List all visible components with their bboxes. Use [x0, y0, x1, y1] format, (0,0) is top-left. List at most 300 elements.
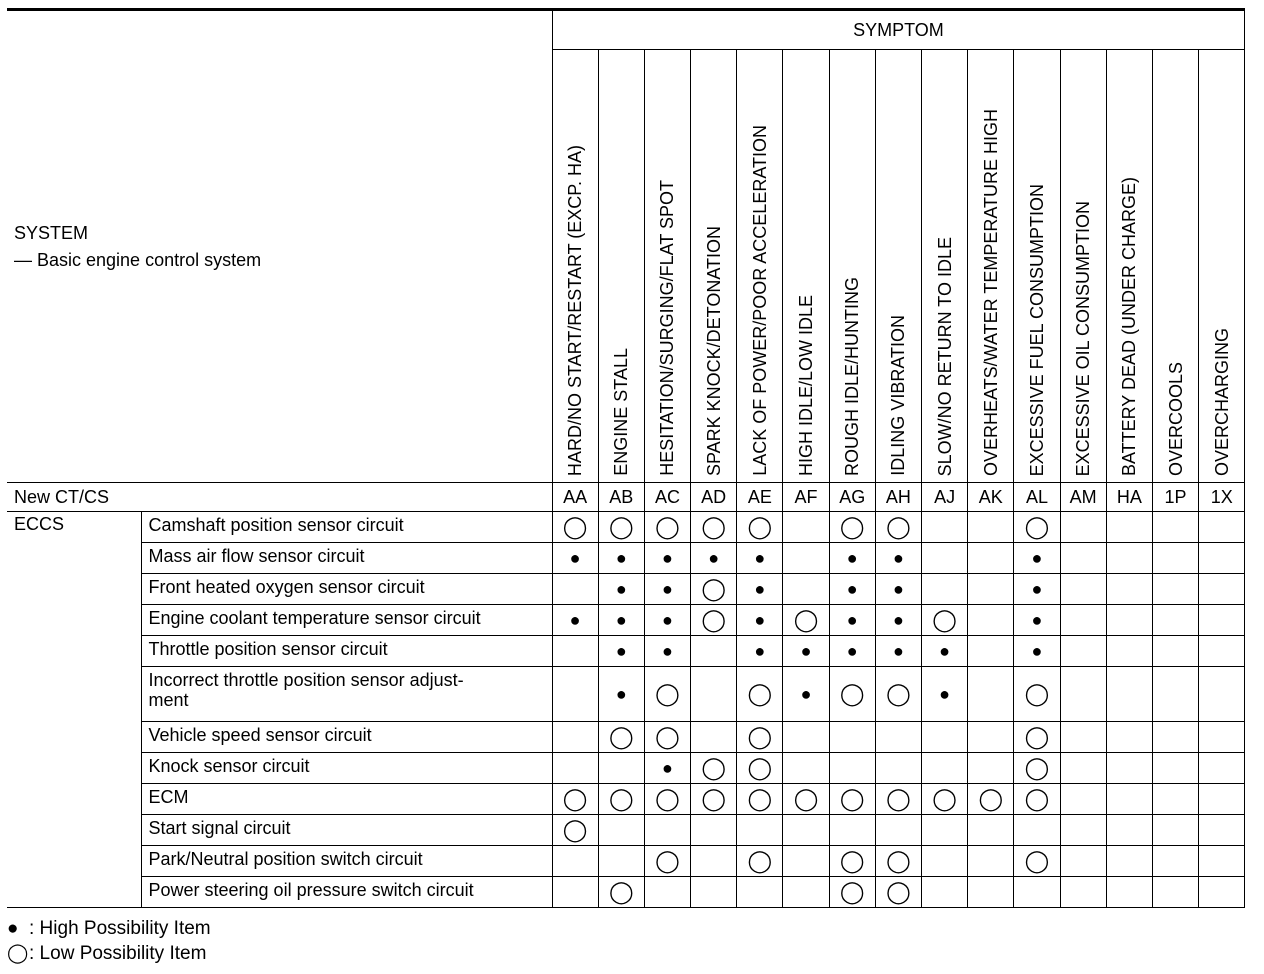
high-possibility-icon: ● [662, 758, 673, 778]
mark-cell [644, 784, 690, 815]
mark-cell [598, 512, 644, 543]
mark-cell [1152, 574, 1198, 605]
symptom-header-ah [875, 50, 921, 483]
table-row [7, 574, 1245, 605]
mark-cell [1014, 636, 1060, 667]
mark-cell [737, 877, 783, 908]
high-possibility-icon: ● [1031, 610, 1043, 630]
low-possibility-icon: ◯ [655, 848, 680, 873]
symptom-name: LACK OF POWER/POOR ACCELERATION [749, 125, 770, 476]
mark-cell [1014, 815, 1060, 846]
mark-cell [552, 574, 598, 605]
low-possibility-icon: ◯ [1024, 755, 1050, 780]
mark-cell [829, 574, 875, 605]
mark-cell [968, 846, 1014, 877]
diagnostic-matrix-table [7, 8, 1245, 908]
low-possibility-icon: ◯ [839, 848, 865, 873]
high-possibility-icon: ● [1031, 579, 1043, 599]
mark-cell [829, 543, 875, 574]
item-name: Park/Neutral position switch circuit [141, 846, 552, 877]
mark-cell [644, 605, 690, 636]
mark-cell [1106, 605, 1152, 636]
mark-cell [968, 753, 1014, 784]
symptom-name: HIGH IDLE/LOW IDLE [796, 294, 817, 476]
mark-cell [968, 784, 1014, 815]
mark-cell [1152, 543, 1198, 574]
mark-cell [922, 815, 968, 846]
low-possibility-icon: ◯ [1024, 681, 1050, 706]
symptom-code: AC [644, 483, 690, 512]
low-possibility-icon: ◯ [1024, 724, 1050, 749]
mark-cell [783, 605, 829, 636]
item-name: Start signal circuit [141, 815, 552, 846]
mark-cell [829, 815, 875, 846]
mark-cell [1199, 815, 1245, 846]
mark-cell [737, 605, 783, 636]
mark-cell [783, 753, 829, 784]
low-possibility-icon: ◯ [655, 786, 680, 811]
symptom-header-ag [829, 50, 875, 483]
table-row [7, 784, 1245, 815]
mark-cell [1199, 512, 1245, 543]
low-possibility-icon: ◯ [608, 724, 634, 749]
high-possibility-icon: ● [1031, 641, 1043, 661]
mark-cell [1152, 722, 1198, 753]
mark-cell [1106, 636, 1152, 667]
low-possibility-icon: ◯ [839, 514, 865, 539]
mark-cell [1014, 574, 1060, 605]
symptom-name: OVERCOOLS [1165, 361, 1186, 476]
mark-cell [829, 846, 875, 877]
low-possibility-icon: ◯ [655, 681, 680, 706]
mark-cell [737, 815, 783, 846]
mark-cell [552, 846, 598, 877]
high-possibility-icon: ● [615, 684, 627, 704]
mark-cell [737, 722, 783, 753]
high-possibility-icon: ● [846, 548, 858, 568]
mark-cell [1199, 605, 1245, 636]
low-possibility-icon: ◯ [886, 879, 911, 904]
mark-cell [1152, 784, 1198, 815]
mark-cell [1060, 753, 1106, 784]
mark-cell [598, 877, 644, 908]
mark-cell [783, 512, 829, 543]
high-possibility-icon: ● [846, 610, 858, 630]
symptom-header-ha [1106, 50, 1152, 483]
high-possibility-icon: ● [569, 548, 581, 568]
mark-cell [829, 877, 875, 908]
mark-cell [552, 753, 598, 784]
mark-cell [598, 636, 644, 667]
mark-cell [1106, 753, 1152, 784]
mark-cell [552, 605, 598, 636]
code-row [7, 483, 1245, 512]
mark-cell [829, 512, 875, 543]
mark-cell [1060, 877, 1106, 908]
symptom-name: OVERHEATS/WATER TEMPERATURE HIGH [980, 108, 1001, 476]
low-possibility-icon: ◯ [608, 879, 634, 904]
mark-cell [691, 877, 737, 908]
mark-cell [875, 636, 921, 667]
mark-cell [875, 512, 921, 543]
mark-cell [1152, 846, 1198, 877]
symptom-name: ROUGH IDLE/HUNTING [842, 276, 863, 476]
mark-cell [1060, 543, 1106, 574]
high-possibility-icon: ● [662, 579, 673, 599]
symptom-code: 1X [1199, 483, 1245, 512]
table-row [7, 512, 1245, 543]
item-name: Camshaft position sensor circuit [141, 512, 552, 543]
symptom-code: AF [783, 483, 829, 512]
mark-cell [968, 877, 1014, 908]
low-possibility-icon: ◯ [886, 848, 911, 873]
table-row [7, 722, 1245, 753]
symptom-name: EXCESSIVE OIL CONSUMPTION [1073, 200, 1094, 476]
mark-cell [1060, 667, 1106, 722]
symptom-title: SYMPTOM [552, 10, 1245, 50]
high-possibility-icon: ● [754, 641, 766, 661]
symptom-code: AA [552, 483, 598, 512]
high-possibility-icon: ● [892, 610, 904, 630]
high-possibility-icon: ● [892, 548, 904, 568]
mark-cell [598, 722, 644, 753]
mark-cell [783, 815, 829, 846]
high-possibility-icon: ● [662, 641, 673, 661]
table-row [7, 543, 1245, 574]
mark-cell [691, 722, 737, 753]
symptom-header-ad [691, 50, 737, 483]
symptom-header-1p [1152, 50, 1198, 483]
mark-cell [1014, 846, 1060, 877]
symptom-code: AB [598, 483, 644, 512]
mark-cell [644, 512, 690, 543]
mark-cell [968, 574, 1014, 605]
symptom-title-row [7, 10, 1245, 50]
table-row [7, 753, 1245, 784]
low-possibility-icon: ◯ [7, 943, 29, 964]
low-possibility-icon: ◯ [747, 848, 773, 873]
symptom-name: ENGINE STALL [611, 348, 632, 476]
low-possibility-icon: ◯ [1024, 514, 1050, 539]
mark-cell [1014, 543, 1060, 574]
mark-cell [1152, 877, 1198, 908]
item-name: Engine coolant temperature sensor circuit [141, 605, 552, 636]
low-possibility-icon: ◯ [839, 786, 865, 811]
mark-cell [829, 605, 875, 636]
item-name: Throttle position sensor circuit [141, 636, 552, 667]
mark-cell [598, 815, 644, 846]
symptom-name: OVERCHARGING [1211, 327, 1232, 476]
code-row-label: New CT/CS [7, 483, 552, 512]
low-possibility-icon: ◯ [886, 681, 911, 706]
mark-cell [737, 784, 783, 815]
symptom-code: AM [1060, 483, 1106, 512]
mark-cell [922, 667, 968, 722]
mark-cell [552, 636, 598, 667]
mark-cell [968, 543, 1014, 574]
mark-cell [1199, 877, 1245, 908]
high-possibility-icon: ● [615, 548, 627, 568]
mark-cell [1060, 636, 1106, 667]
high-possibility-icon: ● [846, 579, 858, 599]
mark-cell [737, 846, 783, 877]
mark-cell [783, 636, 829, 667]
high-possibility-icon: ● [615, 579, 627, 599]
mark-cell [875, 605, 921, 636]
mark-cell [922, 636, 968, 667]
mark-cell [829, 636, 875, 667]
legend-high-text: : High Possibility Item [29, 918, 211, 939]
mark-cell [1106, 543, 1152, 574]
high-possibility-icon: ● [800, 641, 812, 661]
mark-cell [1199, 574, 1245, 605]
table-row [7, 605, 1245, 636]
mark-cell [552, 784, 598, 815]
low-possibility-icon: ◯ [701, 755, 726, 780]
mark-cell [1106, 722, 1152, 753]
low-possibility-icon: ◯ [793, 786, 819, 811]
high-possibility-icon: ● [615, 641, 627, 661]
item-name: Incorrect throttle position sensor adjust- ment [141, 667, 552, 722]
mark-cell [1060, 722, 1106, 753]
mark-cell [1060, 605, 1106, 636]
mark-cell [1060, 512, 1106, 543]
symptom-header-ae [737, 50, 783, 483]
mark-cell [829, 784, 875, 815]
item-name: Front heated oxygen sensor circuit [141, 574, 552, 605]
mark-cell [1199, 722, 1245, 753]
mark-cell [783, 667, 829, 722]
mark-cell [552, 667, 598, 722]
symptom-name: SPARK KNOCK/DETONATION [703, 225, 724, 476]
mark-cell [922, 846, 968, 877]
mark-cell [875, 574, 921, 605]
mark-cell [691, 543, 737, 574]
mark-cell [644, 753, 690, 784]
mark-cell [1152, 815, 1198, 846]
mark-cell [552, 877, 598, 908]
low-possibility-icon: ◯ [1024, 848, 1050, 873]
low-possibility-icon: ◯ [608, 514, 634, 539]
symptom-header-al [1014, 50, 1060, 483]
symptom-name: BATTERY DEAD (UNDER CHARGE) [1119, 176, 1140, 476]
mark-cell [783, 877, 829, 908]
table-row [7, 877, 1245, 908]
low-possibility-icon: ◯ [839, 879, 865, 904]
mark-cell [598, 846, 644, 877]
item-name: Vehicle speed sensor circuit [141, 722, 552, 753]
high-possibility-icon: ● [939, 684, 951, 704]
symptom-code: AD [691, 483, 737, 512]
low-possibility-icon: ◯ [747, 724, 773, 749]
mark-cell [644, 846, 690, 877]
low-possibility-icon: ◯ [1024, 786, 1050, 811]
mark-cell [644, 543, 690, 574]
symptom-code: HA [1106, 483, 1152, 512]
mark-cell [875, 815, 921, 846]
symptom-code: AG [829, 483, 875, 512]
high-possibility-icon: ● [662, 610, 673, 630]
mark-cell [552, 512, 598, 543]
mark-cell [783, 722, 829, 753]
low-possibility-icon: ◯ [701, 576, 726, 601]
mark-cell [691, 784, 737, 815]
symptom-name: HESITATION/SURGING/FLAT SPOT [657, 180, 678, 476]
mark-cell [922, 574, 968, 605]
mark-cell [1060, 784, 1106, 815]
mark-cell [1014, 512, 1060, 543]
item-name: Knock sensor circuit [141, 753, 552, 784]
low-possibility-icon: ◯ [562, 817, 588, 842]
symptom-header-1x [1199, 50, 1245, 483]
low-possibility-icon: ◯ [886, 786, 911, 811]
mark-cell [1014, 722, 1060, 753]
symptom-header-aj [922, 50, 968, 483]
high-possibility-icon: ● [939, 641, 951, 661]
group-label: ECCS [7, 512, 141, 908]
mark-cell [875, 753, 921, 784]
mark-cell [829, 667, 875, 722]
mark-cell [922, 512, 968, 543]
mark-cell [783, 846, 829, 877]
high-possibility-icon: ● [615, 610, 627, 630]
mark-cell [598, 605, 644, 636]
low-possibility-icon: ◯ [701, 786, 726, 811]
high-possibility-icon: ● [754, 610, 766, 630]
mark-cell [1199, 753, 1245, 784]
mark-cell [829, 722, 875, 753]
mark-cell [783, 543, 829, 574]
mark-cell [644, 636, 690, 667]
mark-cell [1106, 815, 1152, 846]
mark-cell [1060, 846, 1106, 877]
low-possibility-icon: ◯ [932, 786, 957, 811]
low-possibility-icon: ◯ [701, 514, 726, 539]
high-possibility-icon: ● [708, 548, 720, 568]
low-possibility-icon: ◯ [701, 607, 726, 632]
mark-cell [968, 605, 1014, 636]
mark-cell [691, 605, 737, 636]
mark-cell [875, 667, 921, 722]
symptom-header-ak [968, 50, 1014, 483]
mark-cell [922, 753, 968, 784]
mark-cell [1106, 784, 1152, 815]
mark-cell [922, 605, 968, 636]
mark-cell [922, 543, 968, 574]
mark-cell [968, 667, 1014, 722]
mark-cell [1199, 636, 1245, 667]
mark-cell [1014, 877, 1060, 908]
symptom-header-am [1060, 50, 1106, 483]
mark-cell [598, 667, 644, 722]
mark-cell [1152, 605, 1198, 636]
item-name: Power steering oil pressure switch circuit [141, 877, 552, 908]
low-possibility-icon: ◯ [839, 681, 865, 706]
low-possibility-icon: ◯ [562, 786, 588, 811]
mark-cell [691, 667, 737, 722]
mark-cell [1106, 846, 1152, 877]
high-possibility-icon: ● [1031, 548, 1043, 568]
low-possibility-icon: ◯ [747, 681, 773, 706]
mark-cell [1060, 574, 1106, 605]
symptom-code: AL [1014, 483, 1060, 512]
mark-cell [875, 846, 921, 877]
symptom-header-ac [644, 50, 690, 483]
mark-cell [875, 784, 921, 815]
high-possibility-icon: ● [892, 579, 904, 599]
mark-cell [737, 543, 783, 574]
mark-cell [737, 512, 783, 543]
mark-cell [552, 722, 598, 753]
symptom-header-aa [552, 50, 598, 483]
mark-cell [968, 636, 1014, 667]
mark-cell [875, 722, 921, 753]
mark-cell [552, 543, 598, 574]
mark-cell [1106, 574, 1152, 605]
low-possibility-icon: ◯ [747, 514, 773, 539]
mark-cell [691, 815, 737, 846]
mark-cell [598, 753, 644, 784]
mark-cell [875, 877, 921, 908]
symptom-header-ab [598, 50, 644, 483]
low-possibility-icon: ◯ [978, 786, 1004, 811]
legend-high [7, 918, 211, 940]
mark-cell [1199, 667, 1245, 722]
mark-cell [691, 636, 737, 667]
mark-cell [1152, 753, 1198, 784]
high-possibility-icon: ● [800, 684, 812, 704]
mark-cell [644, 722, 690, 753]
low-possibility-icon: ◯ [747, 786, 773, 811]
high-possibility-icon: ● [754, 548, 766, 568]
mark-cell [737, 636, 783, 667]
mark-cell [644, 815, 690, 846]
mark-cell [691, 512, 737, 543]
mark-cell [1014, 784, 1060, 815]
mark-cell [829, 753, 875, 784]
mark-cell [1014, 753, 1060, 784]
mark-cell [737, 574, 783, 605]
mark-cell [875, 543, 921, 574]
mark-cell [644, 574, 690, 605]
mark-cell [598, 784, 644, 815]
symptom-code: AH [875, 483, 921, 512]
table-row [7, 636, 1245, 667]
mark-cell [552, 815, 598, 846]
mark-cell [1199, 784, 1245, 815]
symptom-code: 1P [1152, 483, 1198, 512]
mark-cell [1060, 815, 1106, 846]
system-sublabel: — Basic engine control system [14, 249, 262, 270]
mark-cell [644, 667, 690, 722]
legend-low-text: : Low Possibility Item [29, 943, 207, 964]
mark-cell [968, 722, 1014, 753]
mark-cell [783, 784, 829, 815]
mark-cell [968, 512, 1014, 543]
high-possibility-icon: ● [569, 610, 581, 630]
high-possibility-icon: ● [846, 641, 858, 661]
low-possibility-icon: ◯ [747, 755, 773, 780]
symptom-code: AK [968, 483, 1014, 512]
mark-cell [691, 846, 737, 877]
mark-cell [1106, 667, 1152, 722]
low-possibility-icon: ◯ [793, 607, 819, 632]
low-possibility-icon: ◯ [562, 514, 588, 539]
low-possibility-icon: ◯ [932, 607, 957, 632]
system-label: SYSTEM [14, 222, 89, 243]
mark-cell [691, 753, 737, 784]
mark-cell [1014, 605, 1060, 636]
